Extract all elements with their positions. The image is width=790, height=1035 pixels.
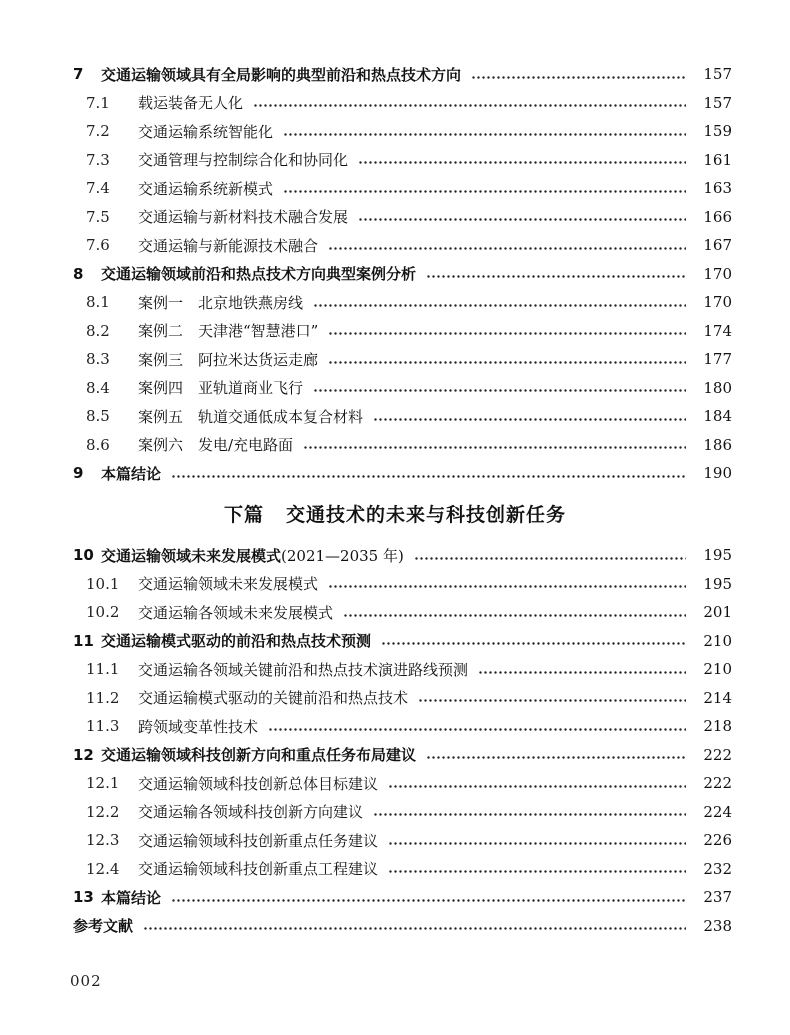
toc-entry-title [138,830,378,851]
toc-entry-number: 7.2 [86,122,110,141]
toc-entry-title-text: 交通运输领域科技创新重点工程建议 [138,860,379,879]
toc-entry-number: 8.1 [86,293,110,312]
toc-entry-title [101,744,416,765]
toc-entry-title [138,377,303,398]
page-number: 002 [70,972,102,990]
dot-leader [358,218,686,221]
toc-section-entry[interactable] [0,826,790,855]
toc-entry-page-number: 170 [703,264,732,283]
toc-entry-title-text: 交通运输与新材料技术融合发展 [138,208,349,227]
toc-entry-page-number: 195 [703,546,732,565]
toc-entry-number: 7.1 [86,93,110,112]
toc-entry-title-text: 交通运输各领域科技创新方向建议 [138,803,364,822]
toc-entry-number: 8.3 [86,350,110,369]
toc-entry-title [138,573,318,594]
toc-entry-page-number: 214 [703,688,732,707]
toc-entry-number: 11 [73,631,94,650]
toc-entry-title-text: 跨领域变革性技术 [138,717,259,736]
dot-leader [388,842,686,845]
toc-entry-title-text: 交通运输领域具有全局影响的典型前沿和热点技术方向 [101,65,462,84]
toc-entry-title [101,263,416,284]
toc-entry-title [73,915,133,936]
toc-entry-title [101,630,371,651]
toc-entry-number: 12 [73,745,94,764]
toc-section-entry[interactable] [0,570,790,599]
toc-section-entry[interactable] [0,798,790,827]
toc-entry-title-text: 交通管理与控制综合化和协同化 [138,151,349,170]
dot-leader [313,389,686,392]
toc-entry-page-number: 170 [703,293,732,312]
toc-block-part-upper [0,60,790,488]
toc-entry-page-number: 166 [703,207,732,226]
toc-entry-title-text: 案例四 亚轨道商业飞行 [138,379,304,398]
toc-entry-number: 12.3 [86,831,120,850]
toc-section-entry[interactable] [0,174,790,203]
toc-entry-number: 11.2 [86,688,120,707]
toc-entry-title-text: 交通运输领域未来发展模式 [138,575,319,594]
toc-entry-page-number: 224 [703,802,732,821]
dot-leader [388,785,686,788]
toc-entry-title [138,349,318,370]
toc-section-entry[interactable] [0,712,790,741]
part-title: 交通技术的未来与科技创新任务 [286,504,567,526]
toc-entry-title-text: 交通运输领域未来发展模式 [101,546,282,565]
toc-entry-page-number: 161 [703,150,732,169]
toc-chapter-entry[interactable] [0,541,790,570]
toc-chapter-entry[interactable] [0,459,790,488]
dot-leader [381,642,686,645]
toc-entry-page-number: 163 [703,179,732,198]
toc-section-entry[interactable] [0,231,790,260]
toc-section-entry[interactable] [0,655,790,684]
toc-section-entry[interactable] [0,769,790,798]
dot-leader [328,247,686,250]
toc-entry-title-text: 交通运输系统智能化 [138,122,274,141]
toc-entry-number: 12.4 [86,859,120,878]
toc-entry-page-number: 222 [703,745,732,764]
toc-entry-number: 7.6 [86,236,110,255]
toc-entry-title-text: 案例二 天津港“智慧港口” [138,322,319,341]
dot-leader [171,475,686,478]
part-heading [0,500,790,527]
dot-leader [313,304,686,307]
toc-entry-number: 12.2 [86,802,120,821]
toc-entry-page-number: 184 [703,407,732,426]
dot-leader [358,161,686,164]
toc-entry-title [138,406,363,427]
toc-entry-title [138,716,258,737]
toc-chapter-entry[interactable] [0,260,790,289]
toc-entry-title [138,320,318,341]
toc-chapter-entry[interactable] [0,60,790,89]
toc-block-part-lower [0,541,790,940]
toc-entry-title-text: 交通运输领域科技创新重点任务建议 [138,831,379,850]
dot-leader [143,927,686,930]
toc-entry-number: 8 [73,264,84,283]
dot-leader [426,756,686,759]
toc-entry-title [138,178,273,199]
toc-entry-title-text: 交通运输领域科技创新总体目标建议 [138,774,379,793]
toc-section-entry[interactable] [0,288,790,317]
toc-entry-page-number: 237 [703,888,732,907]
toc-entry-page-number: 157 [703,93,732,112]
toc-entry-title [138,292,303,313]
dot-leader [328,585,686,588]
toc-section-entry[interactable] [0,317,790,346]
toc-section-entry[interactable] [0,374,790,403]
toc-entry-number: 9 [73,464,84,483]
toc-entry-page-number: 226 [703,831,732,850]
toc-entry-title-text: 交通运输领域科技创新方向和重点任务布局建议 [101,746,417,765]
dot-leader [268,728,686,731]
toc-entry-title [101,887,161,908]
toc-entry-title-text: 案例一 北京地铁燕房线 [138,293,304,312]
toc-entry-number: 8.2 [86,321,110,340]
dot-leader [478,671,686,674]
toc-entry-page-number: 159 [703,122,732,141]
part-label: 下篇 [223,504,264,526]
toc-entry-title-text: 参考文献 [73,917,134,936]
toc-entry-title-text: 案例五 轨道交通低成本复合材料 [138,407,364,426]
dot-leader [418,699,686,702]
toc-entry-page-number: 186 [703,435,732,454]
toc-section-entry[interactable] [0,345,790,374]
toc-entry-page-number: 218 [703,717,732,736]
toc-entry-number: 8.5 [86,407,110,426]
toc-entry-title [138,773,378,794]
toc-entry-title [101,64,461,85]
toc-entry-number: 7.5 [86,207,110,226]
toc-entry-title [138,659,468,680]
toc-entry-title-text: 交通运输与新能源技术融合 [138,236,319,255]
toc-entry-page-number: 174 [703,321,732,340]
toc-entry-title [138,801,363,822]
dot-leader [388,870,686,873]
toc-entry-title-text: 载运装备无人化 [138,94,244,113]
toc-entry-page-number: 210 [703,660,732,679]
dot-leader [171,899,686,902]
toc-entry-number: 12.1 [86,774,120,793]
toc-entry-page-number: 222 [703,774,732,793]
dot-leader [471,76,686,79]
toc-section-entry[interactable] [0,855,790,884]
toc-entry-title-extra: (2021—2035 年) [281,546,404,565]
toc-entry-title-text: 交通运输各领域关键前沿和热点技术演进路线预测 [138,660,469,679]
toc-entry-title [138,206,348,227]
toc-chapter-entry[interactable] [0,627,790,656]
toc-entry-number: 11.1 [86,660,120,679]
toc-entry-title-text: 案例三 阿拉米达货运走廊 [138,350,319,369]
toc-entry-title-text: 本篇结论 [101,888,162,907]
toc-entry-title-text: 交通运输系统新模式 [138,179,274,198]
toc-entry-page-number: 201 [703,603,732,622]
toc-entry-title [138,602,333,623]
toc-section-entry[interactable] [0,684,790,713]
dot-leader [253,104,686,107]
toc-entry-title-text: 交通运输模式驱动的前沿和热点技术预测 [101,632,372,651]
dot-leader [343,614,686,617]
toc-entry-page-number: 232 [703,859,732,878]
toc-section-entry[interactable] [0,89,790,118]
dot-leader [328,332,686,335]
toc-entry-number: 7.4 [86,179,110,198]
toc-entry-number: 8.6 [86,435,110,454]
toc-entry-title-text: 交通运输领域前沿和热点技术方向典型案例分析 [101,265,417,284]
toc-entry-page-number: 190 [703,464,732,483]
toc-section-entry[interactable] [0,117,790,146]
toc-entry-number: 7 [73,65,84,84]
toc-entry-number: 10.1 [86,574,120,593]
toc-reference-entry[interactable] [0,912,790,941]
toc-entry-title [138,121,273,142]
toc-entry-title-text: 交通运输各领域未来发展模式 [138,603,334,622]
dot-leader [373,813,686,816]
toc-chapter-entry[interactable] [0,741,790,770]
toc-entry-page-number: 210 [703,631,732,650]
toc-entry-title [138,434,293,455]
toc-section-entry[interactable] [0,402,790,431]
dot-leader [328,361,686,364]
toc-entry-number: 8.4 [86,378,110,397]
toc-entry-title [138,149,348,170]
toc-entry-page-number: 177 [703,350,732,369]
toc-entry-number: 7.3 [86,150,110,169]
dot-leader [283,133,686,136]
toc-entry-number: 13 [73,888,94,907]
toc-entry-page-number: 238 [703,916,732,935]
dot-leader [426,275,686,278]
toc-entry-title-text: 案例六 发电/充电路面 [138,436,294,455]
toc-entry-title [101,545,404,566]
toc-entry-title [101,463,161,484]
toc-entry-page-number: 167 [703,236,732,255]
toc-entry-title [138,687,408,708]
toc-entry-number: 10.2 [86,603,120,622]
toc-entry-title-text: 交通运输模式驱动的关键前沿和热点技术 [138,689,409,708]
toc-entry-title [138,235,318,256]
dot-leader [373,418,686,421]
toc-section-entry[interactable] [0,598,790,627]
toc-entry-number: 11.3 [86,717,120,736]
dot-leader [303,446,686,449]
dot-leader [283,190,686,193]
toc-section-entry[interactable] [0,431,790,460]
toc-entry-page-number: 180 [703,378,732,397]
toc-entry-number: 10 [73,546,94,565]
toc-chapter-entry[interactable] [0,883,790,912]
toc-entry-page-number: 195 [703,574,732,593]
toc-entry-title [138,92,243,113]
toc-entry-title-text: 本篇结论 [101,464,162,483]
toc-entry-page-number: 157 [703,65,732,84]
toc-entry-title [138,858,378,879]
dot-leader [414,557,686,560]
toc-section-entry[interactable] [0,203,790,232]
toc-section-entry[interactable] [0,146,790,175]
